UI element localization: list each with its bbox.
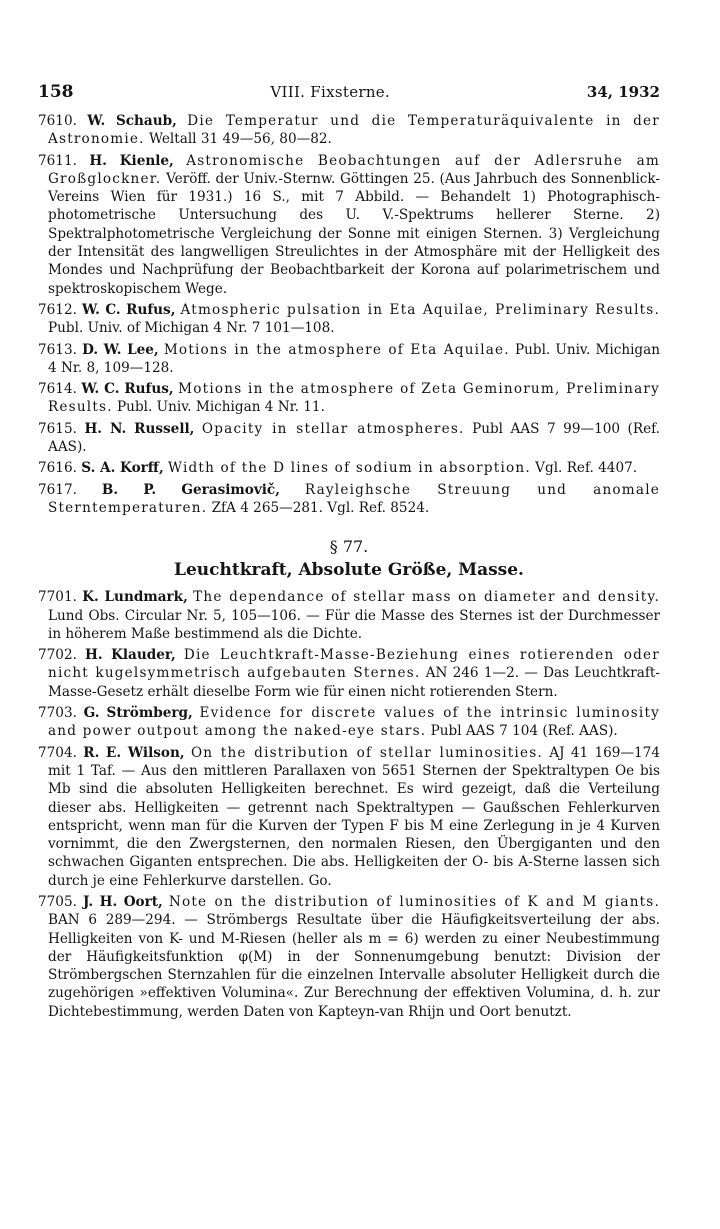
entry-author: H. Klauder, bbox=[85, 647, 176, 664]
entry-number: 7610. bbox=[38, 113, 77, 129]
entry-title: Atmospheric pulsation in Eta Aquilae, Preliminary Results. bbox=[180, 301, 661, 318]
bibliography-entry bbox=[38, 301, 660, 338]
page-number: 158 bbox=[38, 82, 74, 102]
entry-author: B. P. Gerasimovič, bbox=[101, 481, 280, 498]
entries-after-section bbox=[38, 588, 660, 1021]
entry-author: K. Lundmark, bbox=[82, 589, 188, 606]
entry-number: 7704. bbox=[38, 744, 77, 761]
entry-author: S. A. Korff, bbox=[81, 460, 164, 477]
entry-number: 7612. bbox=[38, 301, 77, 318]
bibliography-entry bbox=[38, 112, 660, 149]
entry-number: 7702. bbox=[38, 647, 77, 664]
bibliography-entry bbox=[38, 588, 660, 643]
entry-title: The dependance of stellar mass on diameter and density. bbox=[193, 589, 660, 606]
entry-title: Width of the D lines of sodium in absorption. bbox=[168, 460, 531, 477]
entry-author: H. N. Russell, bbox=[84, 420, 195, 437]
entry-number: 7615. bbox=[38, 420, 77, 437]
entry-citation: Publ. Univ. Michigan 4 Nr. 11. bbox=[112, 399, 325, 416]
bibliography-entry bbox=[38, 704, 660, 741]
entry-citation: Weltall 31 49—56, 80—82. bbox=[144, 131, 332, 148]
entry-title: Opacity in stellar atmospheres. bbox=[201, 420, 465, 437]
entry-citation: Vgl. Ref. 4407. bbox=[530, 460, 638, 477]
entry-citation: AN 246 1—2. — Das Leuchtkraft-Masse-Gesetz erhält dieselbe Form wie für einen nicht rotierenden Stern. bbox=[48, 665, 660, 700]
entry-citation: BAN 6 289—294. — Strömbergs Resultate über die Häufigkeitsverteilung der abs. Helligkeiten von K- und M-Riesen (heller als m = 6) werden zu einer Neubestimmung der Häufigkeitsfunktion φ(M) in der Sonnenumgebung benutzt: Division der Strömbergschen Sternzahlen für die einzelnen Intervalle absoluter Helligkeit durch die zugehörigen »effektiven Volumina«. Zur Berechnung der effektiven Volumina, d. h. zur Dichtebestimmung, werden Daten von Kapteyn-van Rhijn und Oort benutzt. bbox=[48, 912, 660, 1020]
entry-citation: Lund Obs. Circular Nr. 5, 105—106. — Für die Masse des Sternes ist der Durchmesser in höherem Maße bestimmend als die Dichte. bbox=[48, 607, 660, 642]
entry-number: 7701. bbox=[38, 589, 77, 606]
entry-citation: Publ. Univ. Michigan 4 Nr. 8, 109—128. bbox=[48, 341, 660, 376]
entry-citation: Publ AAS 7 99—100 (Ref. AAS). bbox=[48, 420, 660, 456]
entry-author: R. E. Wilson, bbox=[83, 744, 185, 761]
bibliography-entry bbox=[38, 152, 660, 298]
entry-author: W. Schaub, bbox=[87, 113, 177, 129]
entry-citation: Publ AAS 7 104 (Ref. AAS). bbox=[426, 723, 618, 740]
entry-author: J. H. Oort, bbox=[83, 893, 163, 910]
section-title: Leuchtkraft, Absolute Größe, Masse. bbox=[174, 560, 524, 581]
volume-year: 34, 1932 bbox=[586, 83, 660, 101]
entry-number: 7611. bbox=[38, 152, 77, 169]
entry-citation: ZfA 4 265—281. Vgl. Ref. 8524. bbox=[207, 499, 430, 516]
entry-title: Motions in the atmosphere of Eta Aquilae. bbox=[163, 341, 510, 358]
entry-title: Die Temperatur und die Temperaturäquivalente in der Astronomie. bbox=[48, 113, 660, 148]
entry-author: W. C. Rufus, bbox=[81, 381, 174, 398]
bibliography-entry bbox=[38, 893, 660, 1021]
entry-title: Rayleighsche Streuung und anomale Sterntemperaturen. bbox=[48, 481, 660, 516]
entry-title: On the distribution of stellar luminosities. bbox=[190, 744, 543, 761]
entry-title: Note on the distribution of luminosities of K and M giants. bbox=[168, 893, 661, 910]
bibliography-entry bbox=[38, 744, 660, 890]
entry-number: 7614. bbox=[38, 381, 77, 398]
entry-number: 7613. bbox=[38, 341, 77, 358]
entry-author: D. W. Lee, bbox=[82, 341, 159, 358]
bibliography-entry bbox=[38, 481, 660, 518]
entry-citation: Veröff. der Univ.-Sternw. Göttingen 25. (Aus Jahrbuch des Sonnenblick-Vereins Wien für 1931.) 16 S., mit 7 Abbild. — Behandelt 1) Photographisch-photometrische Untersuchung des U. V.-Spektrums hellerer Sterne. 2) Spektralphotometrische Vergleichung der Sonne mit einigen Sternen. 3) Vergleichung der Intensität des langwelligen Streulichtes in der Atmosphäre mit der Helligkeit des Mondes und Nachprüfung der Beobachtbarkeit der Korona auf polarimetrischem und spektroskopischem Wege. bbox=[48, 170, 660, 297]
paragraph-number: § 77. bbox=[329, 537, 369, 557]
entry-citation: Publ. Univ. of Michigan 4 Nr. 7 101—108. bbox=[48, 320, 335, 337]
entry-author: W. C. Rufus, bbox=[82, 301, 176, 318]
section-heading: VIII. Fixsterne. bbox=[270, 83, 391, 101]
bibliography-entry bbox=[38, 380, 660, 417]
entry-number: 7617. bbox=[38, 481, 77, 498]
entry-number: 7616. bbox=[38, 460, 77, 477]
entry-citation: AJ 41 169—174 mit 1 Taf. — Aus den mittleren Parallaxen von 5651 Sternen der Spektraltypen Oe bis Mb sind die absoluten Helligkeiten berechnet. Es wird gezeigt, daß die Verteilung dieser abs. Helligkeiten — getrennt nach Spektraltypen — Gaußschen Fehlerkurven entspricht, wenn man für die Kurven der Typen F bis M eine Zerlegung in je 4 Kurven vornimmt, die den Zwergsternen, den normalen Riesen, den Übergiganten und den schwachen Giganten entsprechen. Die abs. Helligkeiten der O- bis A-Sterne lassen sich durch je eine Fehlerkurve darstellen. Go. bbox=[48, 744, 660, 889]
bibliography-entry bbox=[38, 459, 660, 477]
entry-number: 7703. bbox=[38, 705, 77, 722]
entry-title: Evidence for discrete values of the intrinsic luminosity and power outpout among the naked-eye stars. bbox=[48, 705, 660, 740]
entry-author: H. Kienle, bbox=[89, 152, 174, 169]
bibliography-entry bbox=[38, 341, 660, 378]
entry-number: 7705. bbox=[38, 893, 77, 910]
bibliography-entry bbox=[38, 420, 660, 457]
entry-title: Die Leuchtkraft-Masse-Beziehung eines rotierenden oder nicht kugelsymmetrisch aufgebauten Sternes. bbox=[48, 647, 660, 682]
entry-title: Motions in the atmosphere of Zeta Geminorum, Preliminary Results. bbox=[48, 381, 661, 416]
running-header bbox=[38, 82, 660, 102]
bibliography-entry bbox=[38, 646, 660, 701]
entries-before-section bbox=[38, 112, 660, 517]
entry-title: Astronomische Beobachtungen auf der Adlersruhe am Großglockner. bbox=[48, 152, 660, 187]
entry-author: G. Strömberg, bbox=[83, 705, 193, 722]
